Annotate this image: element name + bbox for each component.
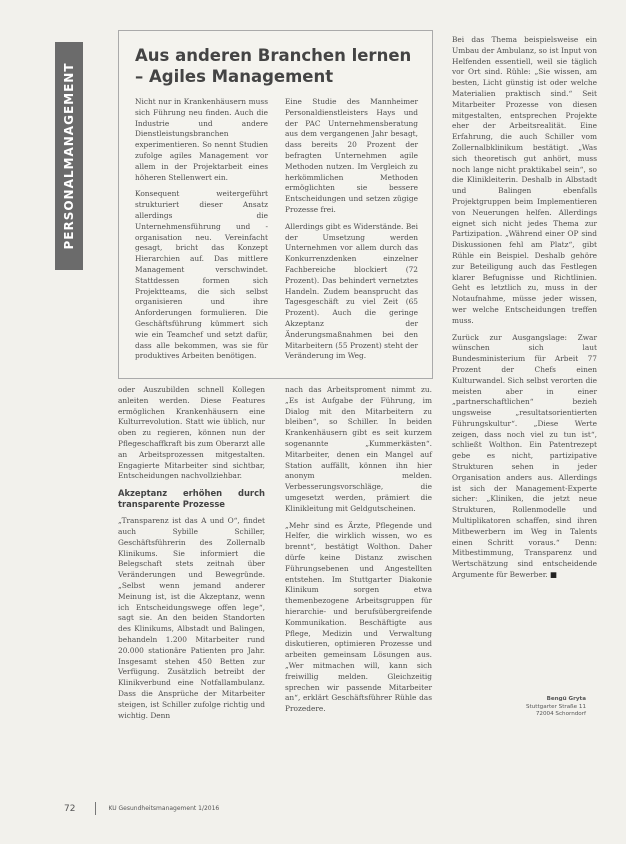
article-column-2	[285, 385, 432, 721]
paragraph: nach das Arbeitsproment nimmt zu. „Es ist Aufgabe der Führung, im Dialog mit den Mitarbeitern zu bleiben“, so Schiller. In beiden Krankenhäusern gibt es seit kurzem sogenannte „Kummerkästen“. Mitarbeiter, denen ein Mangel auf Station auffällt, können ihn hier anonym melden. Verbesserungsvorschläge, die umgesetzt werden, prämiert die Klinikleitung mit Geldgutscheinen.	[285, 385, 432, 513]
article-column-1	[118, 385, 265, 727]
article-column-3	[452, 35, 597, 587]
paragraph: Bei das Thema beispielsweise ein Umbau der Ambulanz, so ist Input von Helfenden essentiell, weil sie täglich vor Ort sind. Rühle: „Sie wissen, am besten, Licht günstig ist oder welche Materialien praktisch sind.“ Seit Mitarbeiter Prozesse von diesen mitgestalten, entsprechen Projekte eher der Arbeitsrealität. Eine Erfahrung, die auch Schiller vom Zollernalbklinikum bestätigt. „Was sich theoretisch gut anhört, muss noch lange nicht praktikabel sein“, so die Klinikleiterin. Deshalb in Albstadt und Balingen ebenfalls Projektgruppen beim Implementieren von Neuerungen helfen. Allerdings eignet sich nicht jedes Thema zur Partizipation. „Während einer OP sind Diskussionen fehl am Platz“, gibt Rühle ein Beispiel. Deshalb gehöre zur Beteiligung auch das Festlegen klarer Befugnisse und Richtlinien. Geht es letztlich zu, muss in der Notaufnahme, müsse jeder wissen, wer welche Entscheidungen treffen muss.	[452, 35, 597, 325]
paragraph: „Transparenz ist das A und O“, findet auch Sybille Schiller, Geschäftsführerin des Zollernalb Klinikums. Sie informiert die Belegschaft stets zeitnah über Veränderungen und Bewegründe. „Selbst wenn jemand anderer Meinung ist, ist die Akzeptanz, wenn ich Entscheidungswege offen lege“, sagt sie. An den beiden Standorten des Klinikums, Albstadt und Balingen, behandeln 1.200 Mitarbeiter rund 20.000 stationäre Patienten pro Jahr. Insgesamt stehen 450 Betten zur Verfügung. Zusätzlich betreibt der Klinikverbund eine Notfallambulanz. Dass die Ansprüche der Mitarbeiter steigen, ist Schiller zufolge richtig und wichtig. Denn	[118, 516, 265, 720]
author-name: Bengü Gryta	[546, 696, 586, 702]
paragraph: Eine Studie des Mannheimer Personaldienstleisters Hays und der PAC Unternehmensberatung aus dem vergangenen Jahr besagt, dass bereits 20 Prozent der befragten Unternehmen agile Methoden nutzen. Im Vergleich zu herkömmlichen Methoden ermöglichten sie bessere Entscheidungen und setzen zügige Prozesse frei.	[285, 97, 418, 214]
section-tab	[55, 42, 83, 270]
paragraph: Konsequent weitergeführt strukturiert dieser Ansatz allerdings die Unternehmensführung und -organisation neu. Vereinfacht gesagt, bricht das Konzept Hierarchien auf. Das mittlere Management verschwindet. Stattdessen formen sich Projektteams, die sich selbst organisieren und ihre Anforderungen formulieren. Die Geschäftsführung kümmert sich wie ein Teamchef und setzt dafür, dass alle bekommen, was sie für produktives Arbeiten benötigen.	[135, 189, 268, 361]
box-column-left	[135, 97, 268, 368]
section-heading: Akzeptanz erhöhen durch transparente Prozesse	[118, 488, 265, 510]
paragraph: oder Auszubilden schnell Kollegen anleiten werden. Diese Features ermöglichen Krankenhäusern eine Kulturrevolution. Statt wie üblich, nur oben zu regieren, können nun der Pflegeschaffkraft bis zum Oberarzt alle an Arbeitsprozessen mitgestalten. Engagierte Mitarbeiter sind sichtbar, Entscheidungen nachvollziehbar.	[118, 385, 265, 481]
author-info	[500, 696, 586, 719]
page-footer	[64, 802, 219, 815]
footer-divider	[95, 802, 96, 815]
page-number: 72	[64, 803, 76, 814]
box-title: Aus anderen Branchen lernen – Agiles Management	[135, 46, 412, 86]
paragraph: Nicht nur in Krankenhäusern muss sich Führung neu finden. Auch die Industrie und andere Dienstleistungsbranchen experimentieren. So nennt Studien zufolge agiles Management vor allem in der Projektarbeit eines höheren Stellenwert ein.	[135, 97, 268, 182]
end-mark: ■	[550, 570, 558, 580]
author-address-line: 72004 Schorndorf	[535, 711, 586, 718]
author-address-line: Stuttgarter Straße 11	[526, 703, 586, 710]
paragraph: Allerdings gibt es Widerstände. Bei der Umsetzung werden Unternehmen vor allem durch das Konkurrenzdenken einzelner Fachbereiche blockiert (72 Prozent). Das behindert vernetztes Handeln. Zudem beansprucht das Tagesgeschäft zu viel Zeit (65 Prozent). Auch die geringe Akzeptanz der Änderungsmaßnahmen bei den Mitarbeitern (55 Prozent) steht der Veränderung im Weg.	[285, 221, 418, 361]
paragraph: „Mehr sind es Ärzte, Pflegende und Helfer, die wirklich wissen, wo es brennt“, bestätigt Wolthon. Daher dürfe keine Distanz zwischen Führungsebenen und Angestellten entstehen. Im Stuttgarter Diakonie Klinikum sorgen etwa themenbezogene Arbeitsgruppen für hierarchie- und berufsübergreifende Kommunikation. Beschäftigte aus Pflege, Medizin und Verwaltung diskutieren, optimieren Prozesse und arbeiten gemeinsam Lösungen aus. „Wer mitmachen will, kann sich freiwillig melden. Gleichzeitig sprechen wir passende Mitarbeiter an“, erklärt Geschäftsführer Rühle das Prozedere.	[285, 520, 432, 714]
publication-name: KU Gesundheitsmanagement 1/2016	[108, 805, 220, 812]
paragraph-text: Zurück zur Ausgangslage: Zwar wünschen sich laut Bundesministerium für Arbeit 77 Prozent der Chefs einen Kulturwandel. Sich selbst verorten die meisten aber in einer „partnerschaftlichen“ bezieh ungsweise „resultatsorientierten Führungskultur“. „Diese Werte zeigen, dass noch viel zu tun ist“, schließt Wolthon. Ein Patentrezept gebe es nicht, partizipative Strukturen sehen in jeder Organisation anders aus. Allerdings ist sich der Management-Experte sicher: „Kliniken, die jetzt neue Strukturen, Rollenmodelle und Multiplikatoren schaffen, sind ihren Mitbewerbern im Weg in Talents einen Schritt voraus.“ Denn: Mitbestimmung, Transparenz und Wertschätzung sind entscheidende Argumente für Bewerber.	[452, 332, 597, 580]
section-tab-label: PERSONALMANAGEMENT	[62, 62, 76, 250]
box-column-right	[285, 97, 418, 368]
paragraph	[452, 333, 597, 581]
